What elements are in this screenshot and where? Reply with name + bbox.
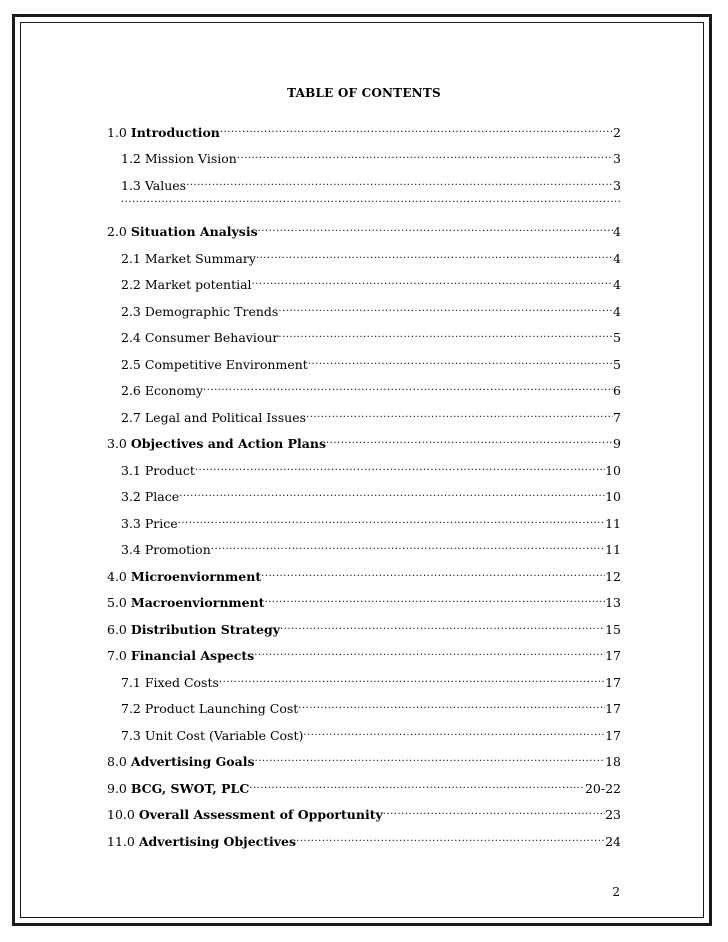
toc-entry-title: Product (144, 462, 195, 478)
toc-entry-title: Economy (144, 383, 204, 398)
toc-dot-leader (258, 221, 613, 237)
toc-entry-number: 7.2 (121, 701, 141, 716)
toc-dot-leader (186, 175, 613, 191)
toc-subsection-entry[interactable] (107, 373, 621, 400)
toc-entry-title: BCG, SWOT, PLC (130, 780, 250, 796)
toc-section-entry[interactable] (107, 585, 621, 612)
toc-dot-leader (211, 539, 605, 555)
toc-entry-title: Place (144, 489, 180, 504)
toc-subsection-entry[interactable] (107, 240, 621, 267)
toc-entry-page: 17 (605, 701, 621, 716)
toc-entry-title: Microenviornment (130, 568, 262, 584)
toc-dot-leader (256, 248, 613, 264)
toc-dot-leader (278, 301, 613, 317)
toc-entry-title: Consumer Behaviour (144, 330, 279, 345)
toc-dot-leader (298, 698, 605, 714)
toc-entry-label (121, 675, 219, 691)
toc-entry-label (121, 701, 298, 717)
toc-entry-number: 5.0 (107, 595, 127, 610)
toc-entry-page: 17 (605, 648, 621, 663)
toc-dot-leader (278, 327, 613, 343)
toc-entry-label (121, 410, 306, 426)
toc-entry-page: 5 (613, 330, 621, 345)
toc-subsection-entry[interactable] (107, 267, 621, 294)
toc-entry-page: 9 (613, 436, 621, 451)
toc-entry-page: 13 (605, 595, 621, 610)
toc-section-entry[interactable] (107, 797, 621, 824)
toc-entry-title: Promotion (144, 542, 211, 557)
toc-entry-page: 17 (605, 674, 621, 690)
toc-entry-label (121, 357, 308, 373)
toc-section-entry[interactable] (107, 558, 621, 585)
toc-dot-leader-line (107, 194, 621, 214)
toc-entry-title: Situation Analysis (130, 224, 258, 239)
toc-entry-label (121, 277, 252, 293)
toc-entry-title: Distribution Strategy (130, 621, 280, 637)
toc-entry-title: Competitive Environment (144, 356, 308, 372)
toc-entry-number: 2.0 (107, 224, 127, 239)
toc-entry-number: 6.0 (107, 621, 127, 637)
toc-entry-title: Mission Vision (144, 151, 237, 166)
toc-subsection-entry[interactable] (107, 452, 621, 479)
toc-dot-leader (261, 566, 605, 582)
toc-entry-number: 2.3 (121, 303, 141, 319)
toc-section-entry[interactable] (107, 611, 621, 638)
toc-entry-title: Advertising Objectives (138, 833, 297, 849)
toc-subsection-entry[interactable] (107, 399, 621, 426)
toc-subsection-entry[interactable] (107, 532, 621, 559)
toc-entry-label (107, 569, 261, 585)
toc-entry-number: 3.2 (121, 489, 141, 504)
toc-section-entry[interactable] (107, 214, 621, 241)
toc-entry-page: 23 (605, 807, 621, 822)
toc-entry-number: 7.3 (121, 727, 141, 743)
toc-entry-label (107, 648, 254, 664)
toc-entry-page: 4 (613, 224, 621, 239)
toc-entry-page: 5 (613, 356, 621, 372)
toc-entry-title: Fixed Costs (144, 674, 219, 690)
toc-entry-label (121, 330, 278, 346)
toc-entry-label (107, 436, 326, 452)
toc-entry-label (107, 595, 264, 611)
toc-dot-leader (264, 592, 605, 608)
toc-dot-leader (306, 407, 613, 423)
toc-subsection-entry[interactable] (107, 717, 621, 744)
toc-entry-number: 2.2 (121, 277, 141, 292)
toc-entry-label (107, 622, 280, 638)
toc-entry-title: Values (144, 177, 187, 193)
toc-dot-leader (249, 778, 585, 794)
toc-entry-number: 8.0 (107, 754, 127, 769)
toc-entry-number: 1.2 (121, 151, 141, 166)
toc-dot-leader (254, 645, 605, 661)
toc-entry-label (121, 383, 203, 399)
toc-entry-label (107, 224, 258, 240)
toc-dot-leader (383, 804, 605, 820)
toc-title: TABLE OF CONTENTS (287, 86, 441, 100)
toc-dot-leader (255, 751, 606, 767)
toc-entry-page: 11 (605, 515, 621, 531)
toc-dot-leader (220, 122, 613, 138)
toc-entry-label (121, 516, 178, 532)
toc-subsection-entry[interactable] (107, 505, 621, 532)
toc-entry-label (121, 151, 237, 167)
toc-entry-page: 4 (613, 303, 621, 319)
toc-entry-page: 3 (613, 151, 621, 166)
toc-entry-page: 10 (605, 462, 621, 478)
toc-dot-leader (195, 460, 605, 476)
toc-entry-label (107, 125, 220, 141)
toc-entry-title: Market Summary (144, 250, 256, 266)
toc-entry-number: 7.1 (121, 674, 141, 690)
toc-entry-number: 7.0 (107, 648, 127, 663)
toc-subsection-entry[interactable] (107, 293, 621, 320)
toc-entry-label (107, 781, 249, 797)
toc-entry-page: 3 (613, 177, 621, 193)
toc-section-entry[interactable] (107, 426, 621, 453)
toc-entry-title: Introduction (130, 124, 220, 140)
toc-entry-title: Price (144, 515, 178, 531)
toc-entry-label (107, 834, 296, 850)
toc-entry-number: 3.0 (107, 436, 127, 451)
toc-entry-title: Legal and Political Issues (144, 409, 306, 425)
toc-entry-page: 18 (605, 754, 621, 769)
toc-subsection-entry[interactable] (107, 320, 621, 347)
toc-entry-number: 2.7 (121, 409, 141, 425)
toc-dot-leader (326, 433, 613, 449)
toc-dot-leader (308, 354, 613, 370)
toc-entry-label (121, 489, 179, 505)
toc-entry-title: Advertising Goals (130, 754, 255, 769)
toc-subsection-entry[interactable] (107, 141, 621, 168)
toc-entry-number: 3.4 (121, 542, 141, 557)
toc-entry-page: 15 (605, 621, 621, 637)
toc-section-entry[interactable] (107, 638, 621, 665)
toc-entry-label (121, 251, 256, 267)
toc-entry-number: 1.3 (121, 177, 141, 193)
toc-entry-page: 7 (613, 409, 621, 425)
toc-entry-page: 24 (605, 833, 621, 849)
toc-section-entry[interactable] (107, 114, 621, 141)
toc-entry-label (121, 728, 303, 744)
toc-subsection-entry[interactable] (107, 479, 621, 506)
toc-entry-title: Demographic Trends (144, 303, 279, 319)
toc-entry-number: 2.5 (121, 356, 141, 372)
toc-entry-number: 10.0 (107, 807, 135, 822)
toc-dot-leader (178, 513, 605, 529)
toc-dot-leader (296, 831, 605, 847)
toc-entry-label (107, 807, 383, 823)
toc-dot-leader (280, 619, 605, 635)
toc-entry-number: 2.1 (121, 250, 141, 266)
toc-entry-label (107, 754, 255, 770)
toc-subsection-entry[interactable] (107, 346, 621, 373)
toc-dot-leader (219, 672, 605, 688)
toc-entry-page: 17 (605, 727, 621, 743)
toc-entry-label (121, 304, 278, 320)
toc-section-entry[interactable] (107, 770, 621, 797)
toc-entry-title: Unit Cost (Variable Cost) (144, 727, 304, 743)
toc-entry-title: Market potential (144, 277, 252, 292)
toc-entry-page: 2 (613, 124, 621, 140)
toc-entry-title: Overall Assessment of Opportunity (138, 807, 383, 822)
toc-entry-title: Macroenviornment (130, 595, 265, 610)
toc-entry-number: 11.0 (107, 833, 135, 849)
toc-entry-title: Product Launching Cost (144, 701, 299, 716)
toc-entry-page: 4 (613, 250, 621, 266)
toc-dot-leader (203, 380, 613, 396)
toc-entry-label (121, 178, 186, 194)
toc-subsection-entry[interactable] (107, 664, 621, 691)
toc-dot-leader (252, 274, 614, 290)
toc-entry-page: 11 (605, 542, 621, 557)
toc-entry-label (121, 542, 211, 558)
toc-entry-label (121, 463, 195, 479)
toc-entry-page: 12 (605, 568, 621, 584)
toc-entry-number: 3.1 (121, 462, 141, 478)
toc-entry-page: 4 (613, 277, 621, 292)
table-of-contents (107, 114, 621, 850)
toc-entry-number: 9.0 (107, 780, 127, 796)
toc-entry-number: 1.0 (107, 124, 127, 140)
toc-entry-number: 2.4 (121, 330, 141, 345)
toc-dot-leader (237, 148, 613, 164)
toc-dot-leader (179, 486, 605, 502)
toc-dot-leader (303, 725, 605, 741)
toc-section-entry[interactable] (107, 823, 621, 850)
toc-entry-title: Objectives and Action Plans (130, 436, 326, 451)
toc-entry-number: 2.6 (121, 383, 141, 398)
toc-entry-page: 20-22 (584, 780, 621, 796)
toc-entry-number: 3.3 (121, 515, 141, 531)
toc-entry-page: 10 (605, 489, 621, 504)
toc-entry-number: 4.0 (107, 568, 127, 584)
toc-entry-title: Financial Aspects (130, 648, 255, 663)
toc-section-entry[interactable] (107, 744, 621, 771)
page-number: 2 (612, 885, 620, 899)
toc-subsection-entry[interactable] (107, 691, 621, 718)
toc-subsection-entry[interactable] (107, 167, 621, 194)
toc-entry-page: 6 (613, 383, 621, 398)
